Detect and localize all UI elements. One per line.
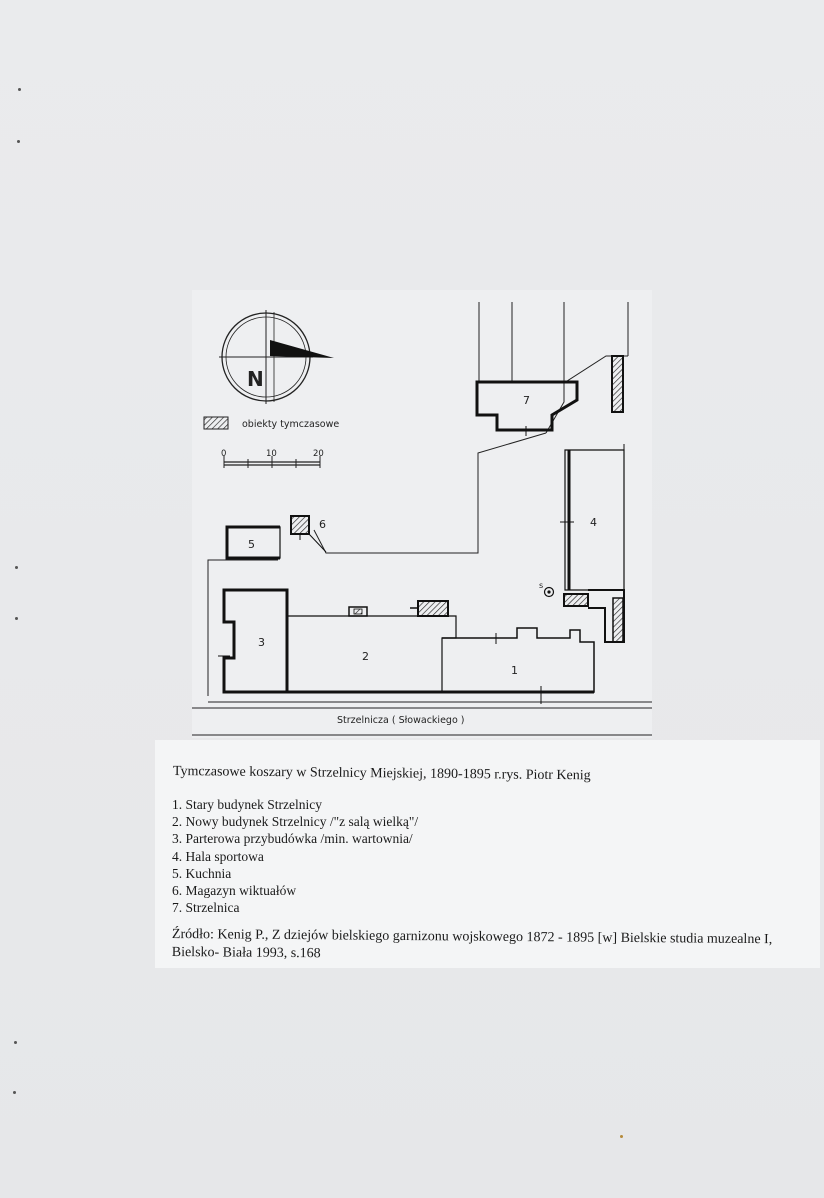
building-legend-list <box>172 796 418 916</box>
temporary-shed-hatched <box>612 356 623 412</box>
compass-north-letter: N <box>247 367 264 391</box>
building-7-number: 7 <box>523 394 530 407</box>
source-citation: Źródło: Kenig P., Z dziejów bielskiego garnizonu wojskowego 1872 - 1895 [w] Bielskie studia muzealne I, Bielsko- Biała 1993, s.168 <box>171 927 773 962</box>
building-4-number: 4 <box>590 516 597 529</box>
legend-item: 3. Parterowa przybudówka /min. wartownia/ <box>172 831 413 847</box>
building-2-number: 2 <box>362 650 369 663</box>
figure-caption: Tymczasowe koszary w Strzelnicy Miejskiej, 1890-1895 r.rys. Piotr Kenig <box>172 764 591 784</box>
site-plan <box>192 290 652 738</box>
compass-needle-icon <box>270 340 334 358</box>
legend-label: obiekty tymczasowe <box>242 419 340 430</box>
scale-bar <box>221 449 324 468</box>
scan-speck <box>18 88 21 91</box>
compass-rose <box>219 310 334 404</box>
building-1-outline <box>442 628 594 692</box>
scale-tick-10: 10 <box>266 449 277 459</box>
scan-speck <box>17 140 20 143</box>
scan-speck <box>15 617 18 620</box>
building-1-number: 1 <box>511 664 518 677</box>
temporary-shed-hatched <box>564 594 588 606</box>
legend-item: 7. Strzelnica <box>172 900 240 916</box>
scan-speck <box>14 1041 17 1044</box>
building-3-number: 3 <box>258 636 265 649</box>
legend-item: 1. Stary budynek Strzelnicy <box>172 797 322 812</box>
scale-tick-20: 20 <box>313 449 324 459</box>
temporary-shed-hatched <box>613 598 623 642</box>
caption-block <box>155 740 820 968</box>
scan-speck <box>15 566 18 569</box>
legend-item: 2. Nowy budynek Strzelnicy /"z salą wielką"/ <box>172 814 419 830</box>
scale-tick-0: 0 <box>221 449 227 459</box>
legend-item: 4. Hala sportowa <box>172 848 264 864</box>
marker-s-label: s <box>539 581 544 590</box>
site-plan-drawing <box>192 290 652 738</box>
hatch-swatch-icon <box>204 417 228 429</box>
legend-item: 6. Magazyn wiktuałów <box>172 883 297 899</box>
scan-speck <box>620 1135 623 1138</box>
scan-speck <box>13 1091 16 1094</box>
building-3-outline <box>224 590 287 692</box>
building-6-number: 6 <box>319 518 326 531</box>
building-5-number: 5 <box>248 538 255 551</box>
legend-item: 5. Kuchnia <box>172 865 232 881</box>
temporary-shed-hatched <box>418 601 448 616</box>
street-label: Strzelnicza ( Słowackiego ) <box>337 715 465 726</box>
building-6-hatched <box>291 516 309 534</box>
